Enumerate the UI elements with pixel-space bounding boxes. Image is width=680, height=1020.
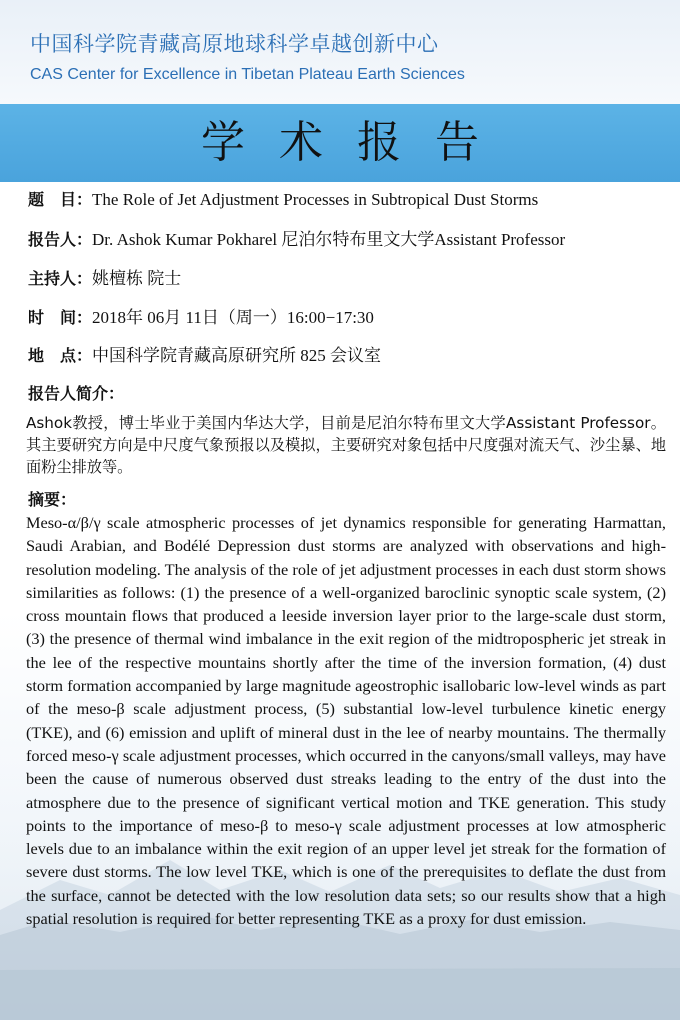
speaker-row <box>28 229 668 251</box>
topic-row <box>28 189 668 211</box>
place-label: 地 点： <box>28 346 93 365</box>
speaker-value: Dr. Ashok Kumar Pokharel 尼泊尔特布里文大学Assistant Professor <box>92 230 566 249</box>
time-value: 2018年 06月 11日（周一）16:00−17:30 <box>92 308 374 327</box>
speaker-label: 报告人： <box>28 230 93 249</box>
bio-heading: 报告人简介： <box>28 384 125 403</box>
header <box>0 0 680 104</box>
host-value: 姚檀栋 院士 <box>92 269 182 288</box>
topic-value: The Role of Jet Adjustment Processes in Subtropical Dust Storms <box>92 190 539 209</box>
org-name-cn: 中国科学院青藏高原地球科学卓越创新中心 <box>30 32 439 56</box>
abstract-heading: 摘要： <box>28 490 77 509</box>
place-value: 中国科学院青藏高原研究所 825 会议室 <box>92 346 382 365</box>
title-banner <box>0 104 680 182</box>
host-row <box>28 268 668 290</box>
time-label: 时 间： <box>28 308 93 327</box>
host-label: 主持人： <box>28 269 93 288</box>
org-name-en: CAS Center for Excellence in Tibetan Plateau Earth Sciences <box>30 66 465 83</box>
abstract-text: Meso-α/β/γ scale atmospheric processes of jet dynamics responsible for generating Harmattan, Saudi Arabian, and Bodélé Depression dust storms are analyzed with observations and high-resolution modeling. The analysis of the role of jet adjustment processes in each dust storm shows similarities as follows: (1) the presence of a well-organized baroclinic synoptic scale system, (2) cross mountain flows that produced a leeside inversion layer prior to the large-scale dust storm, (3) the presence of thermal wind imbalance in the exit region of the midtropospheric jet streak in the lee of the respective mountains shortly after the time of the inversion formation, (4) dust storm formation accompanied by large magnitude ageostrophic isallobaric low-level winds as part of the meso-β scale adjustment process, (5) substantial low-level turbulence kinetic energy (TKE), and (6) emission and uplift of mineral dust in the lee of nearby mountains. The thermally forced meso-γ scale adjustment processes, which occurred in the canyons/small valleys, may have been the cause of numerous observed dust streaks leading to the entry of the dust into the atmosphere due to the presence of significant vertical motion and TKE generation. This study points to the importance of meso-β to meso-γ scale adjustment processes at low atmospheric levels due to an imbalance within the exit region of an upper level jet streak for the formation of severe dust storms. The low level TKE, which is one of the prerequisites to deflate the dust from the surface, cannot be detected with the low resolution data sets; so our results show that a high spatial resolution is required for better representing TKE as a proxy for dust emission. <box>26 513 666 929</box>
place-row <box>28 345 668 367</box>
page-title: 学术报告 <box>201 117 513 168</box>
topic-label: 题 目： <box>28 190 93 209</box>
time-row <box>28 307 668 329</box>
bio-text: Ashok教授，博士毕业于美国内华达大学，目前是尼泊尔特布里文大学Assistant Professor。其主要研究方向是中尺度气象预报以及模拟，主要研究对象包括中尺度强对流天气、沙尘暴、地面粉尘排放等。 <box>26 414 666 476</box>
